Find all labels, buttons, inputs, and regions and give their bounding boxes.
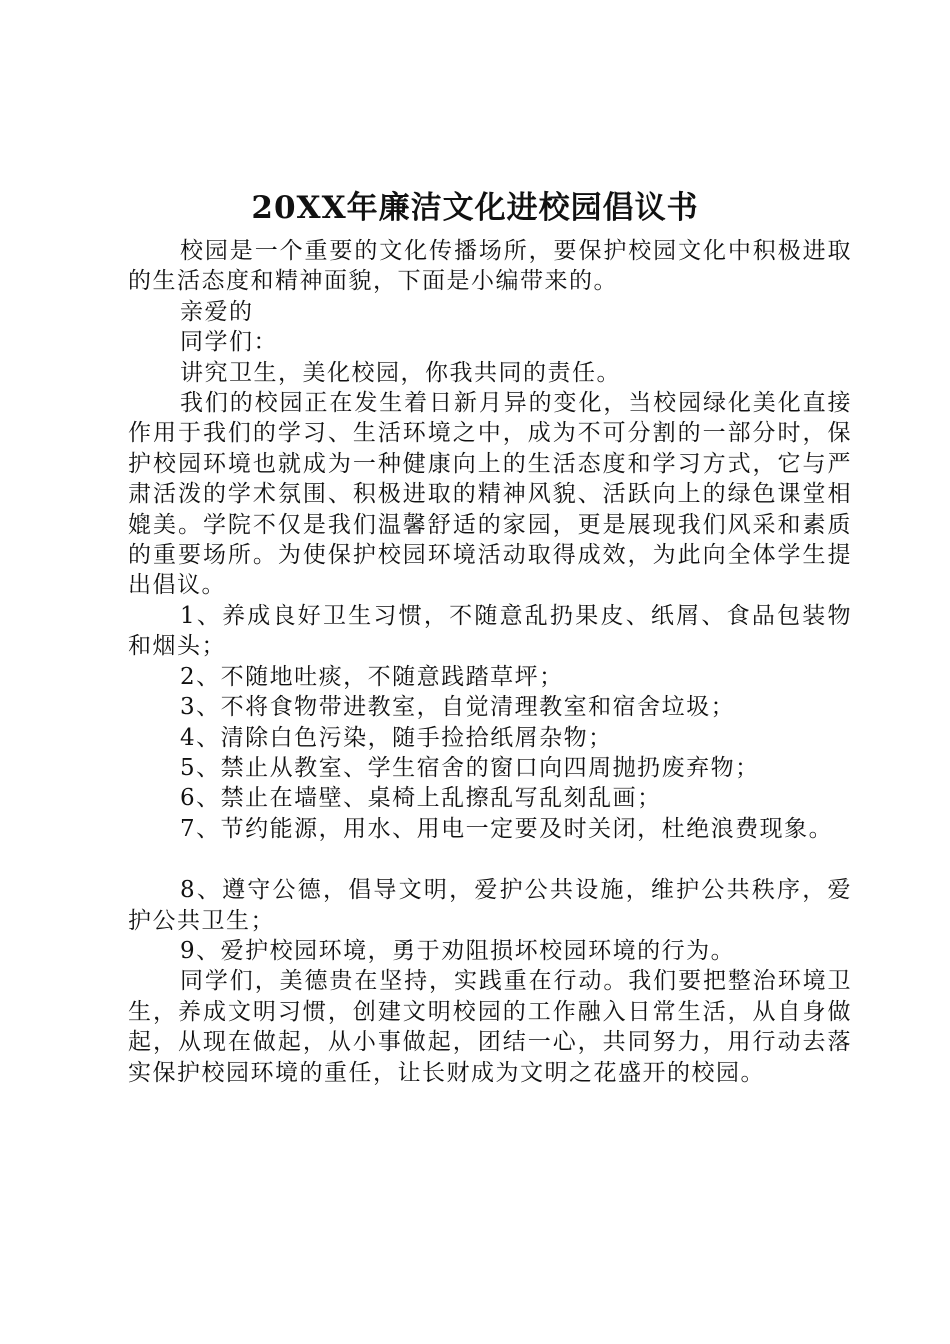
proposal-item-1: 1、养成良好卫生习惯，不随意乱扔果皮、纸屑、食品包装物和烟头；: [128, 602, 852, 660]
proposal-item-2: 2、不随地吐痰，不随意践踏草坪；: [180, 663, 564, 690]
salutation-line-1: 亲爱的: [180, 298, 254, 325]
proposal-item-7: 7、节约能源，用水、用电一定要及时关闭，杜绝浪费现象。: [180, 815, 834, 842]
proposal-item-8: 8、遵守公德，倡导文明，爱护公共设施，维护公共秩序，爱护公共卫生；: [128, 877, 852, 934]
closing-paragraph: 同学们，美德贵在坚持，实践重在行动。我们要把整治环境卫生，养成文明习惯，创建文明校园的工作融入日常生活，从自身做起，从现在做起，从小事做起，团结一心，共同努力，用行动去落实保护校园环境的重任，让长财成为文明之花盛开的校园。: [128, 968, 852, 1086]
main-paragraph: 我们的校园正在发生着日新月异的变化，当校园绿化美化直接作用于我们的学习、生活环境之中，成为不可分割的一部分时，保护校园环境也就成为一种健康向上的生活态度和学习方式，它与严肃活泼的学术氛围、积极进取的精神风貌、活跃向上的绿色课堂相媲美。学院不仅是我们温馨舒适的家园，更是展现我们风采和素质的重要场所。为使保护校园环境活动取得成效，为此向全体学生提出倡议。: [128, 390, 852, 599]
proposal-item-9: 9、爱护校园环境，勇于劝阻损坏校园环境的行为。: [180, 937, 736, 964]
salutation-line-2: 同学们：: [180, 329, 278, 356]
proposal-item-6: 6、禁止在墙壁、桌椅上乱擦乱写乱刻乱画；: [180, 785, 662, 812]
slogan-paragraph: 讲究卫生，美化校园，你我共同的责任。: [180, 359, 621, 386]
intro-paragraph: 校园是一个重要的文化传播场所，要保护校园文化中积极进取的生活态度和精神面貌，下面是小编带来的。: [128, 238, 852, 295]
document-body: [128, 236, 852, 1088]
proposal-item-3: 3、不将食物带进教室，自觉清理教室和宿舍垃圾；: [180, 694, 736, 721]
blank-line: [128, 844, 852, 875]
proposal-item-5: 5、禁止从教室、学生宿舍的窗口向四周抛扔废弃物；: [180, 754, 760, 781]
document-title: 20XX年廉洁文化进校园倡议书: [251, 190, 699, 226]
proposal-item-4: 4、清除白色污染，随手捡拾纸屑杂物；: [180, 724, 613, 751]
